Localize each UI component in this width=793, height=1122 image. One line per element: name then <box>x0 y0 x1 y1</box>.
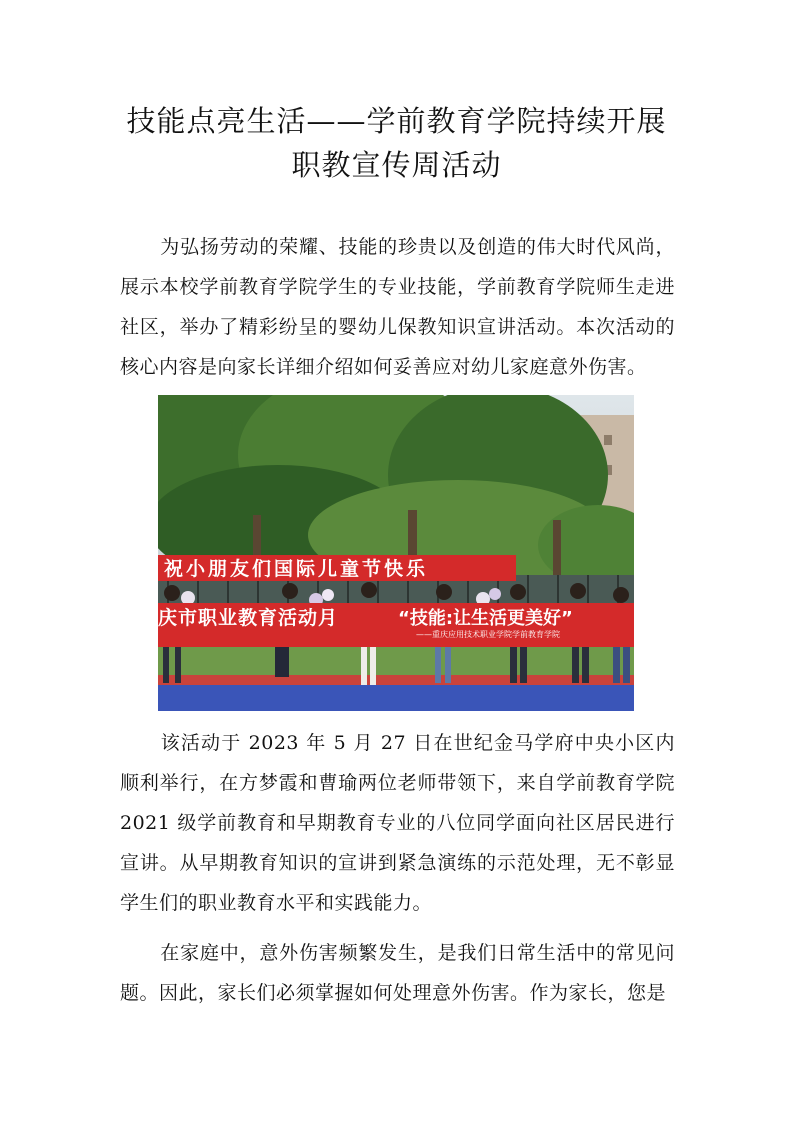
event-photo <box>158 395 634 711</box>
paragraph-intro-text: 为弘扬劳动的荣耀、技能的珍贵以及创造的伟大时代风尚，展示本校学前教育学院学生的专业技能，学前教育学院师生走进社区，举办了精彩纷呈的婴幼儿保教知识宣讲活动。本次活动的核心内容是向家长详细介绍如何妥善应对幼儿家庭意外伤害。 <box>120 236 675 378</box>
paragraph-family <box>120 933 675 1013</box>
banner-top-text: 祝小朋友们国际儿童节快乐 <box>164 558 429 580</box>
banner-main-text: 庆市职业教育活动月 <box>158 607 339 629</box>
paragraph-event <box>120 723 675 923</box>
page-title-line1: 技能点亮生活——学前教育学院持续开展 <box>126 104 667 138</box>
event-photo-scene <box>158 395 634 711</box>
banner-subtitle: ——重庆应用技术职业学院学前教育学院 <box>416 630 560 639</box>
paragraph-family-text: 在家庭中，意外伤害频繁发生，是我们日常生活中的常见问题。因此，家长们必须掌握如何处理意外伤害。作为家长，您是 <box>120 942 675 1004</box>
paragraph-event-text: 该活动于 2023 年 5 月 27 日在世纪金马学府中央小区内顺利举行，在方梦霞和曹瑜两位老师带领下，来自学前教育学院 2021 级学前教育和早期教育专业的八位同学面向社区居民进行宣讲。从早期教育知识的宣讲到紧急演练的示范处理，无不彰显学生们的职业教育水平和实践能力。 <box>120 732 675 914</box>
banner-slogan: “技能:让生活更美好” <box>398 608 573 629</box>
page-title-line2: 职教宣传周活动 <box>291 148 502 182</box>
paragraph-intro <box>120 227 675 387</box>
